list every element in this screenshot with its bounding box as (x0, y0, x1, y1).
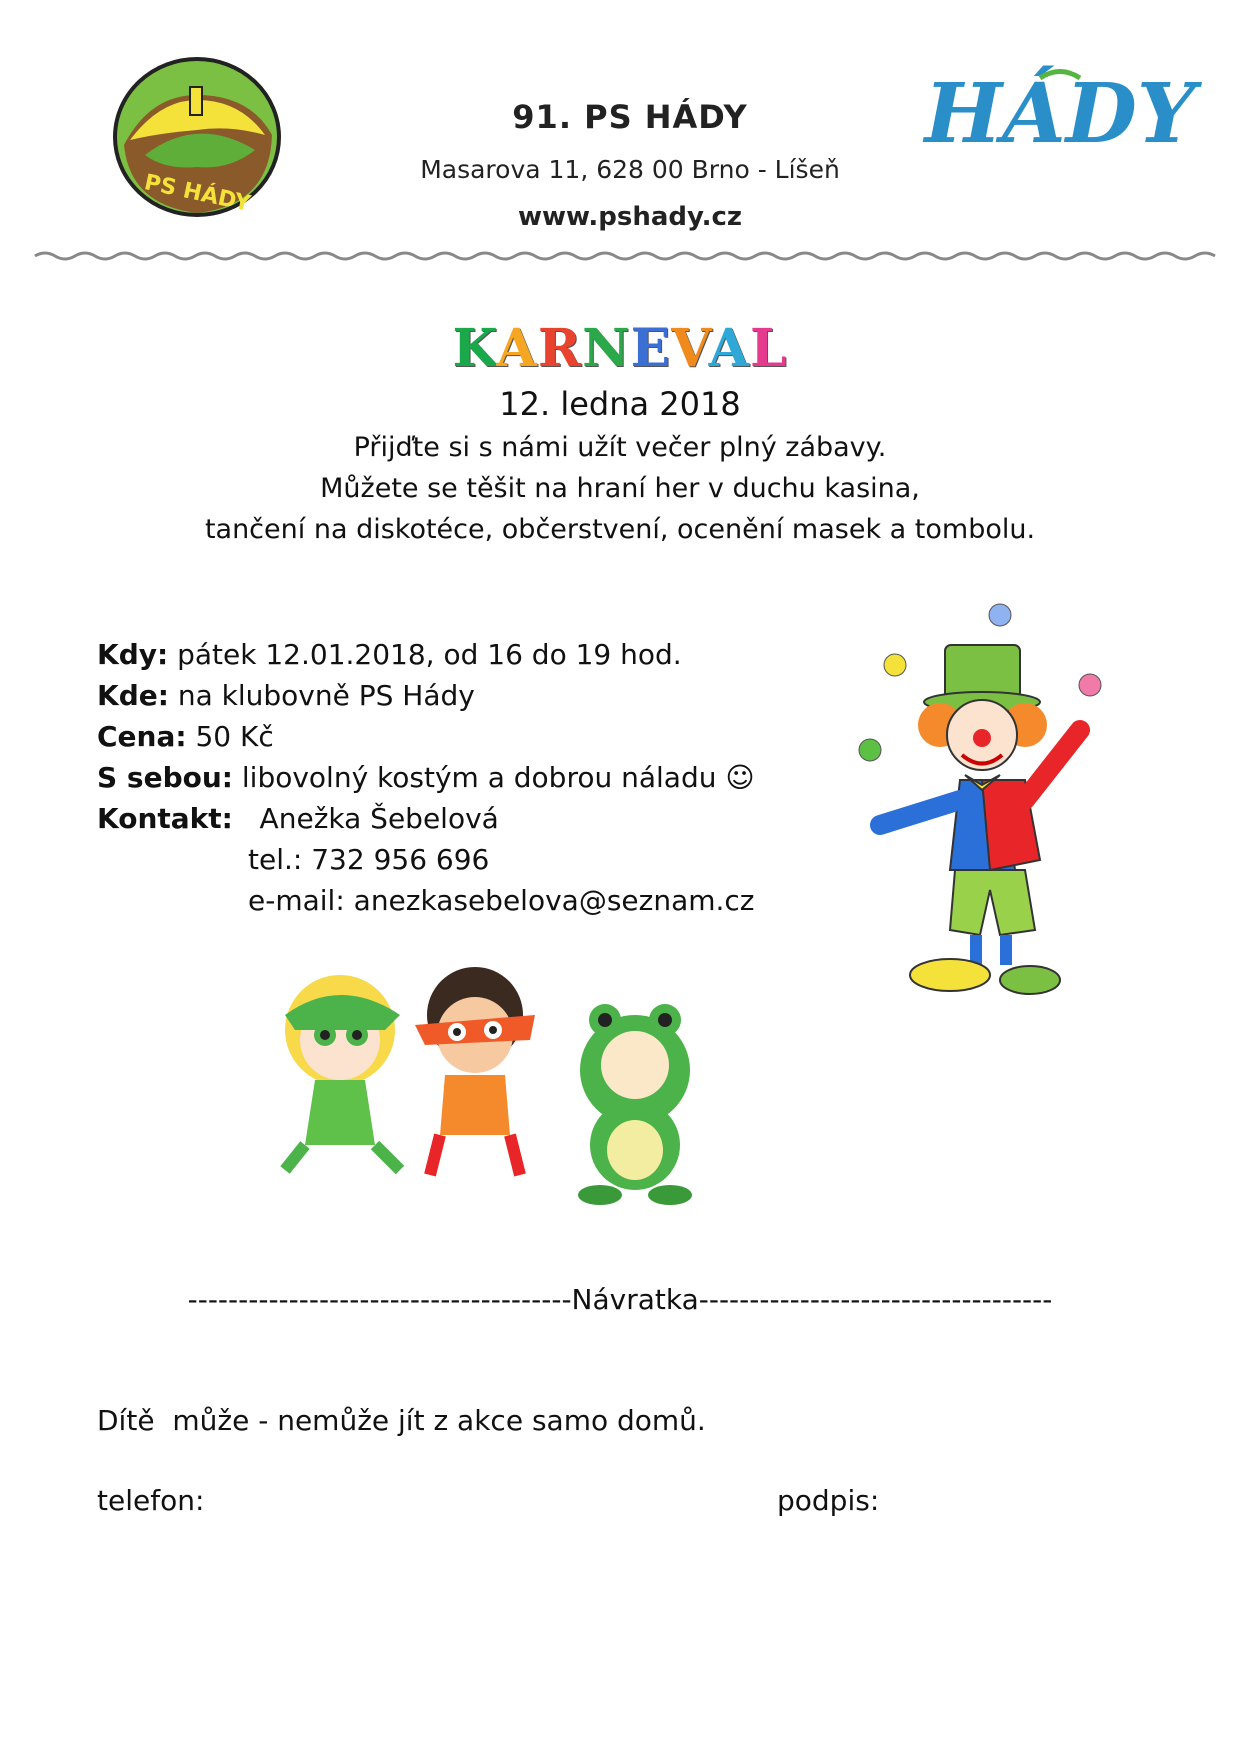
event-date: 12. ledna 2018 (499, 385, 741, 423)
svg-text:PS HÁDY: PS HÁDY (142, 170, 253, 217)
org-address: Masarova 11, 628 00 Brno - Líšeň (420, 155, 840, 184)
detail-bring (97, 761, 755, 794)
title-letter: K (452, 318, 497, 379)
phone-field-label: telefon: (97, 1484, 205, 1517)
detail-value: libovolný kostým a dobrou náladu ☺ (232, 761, 755, 794)
detail-value: na klubovně PS Hády (168, 679, 475, 712)
org-title: 91. PS HÁDY (512, 98, 748, 136)
title-letter: A (708, 318, 750, 379)
detail-label: Kdy: (97, 638, 169, 671)
ps-hady-logo (110, 55, 285, 220)
title-letter: L (749, 318, 788, 379)
detail-label: Cena: (97, 720, 187, 753)
detail-label: S sebou: (97, 761, 233, 794)
detail-price (97, 720, 274, 753)
title-letter: R (537, 318, 583, 379)
detail-value: 50 Kč (186, 720, 274, 753)
child-permission-text: Dítě může - nemůže jít z akce samo domů. (97, 1404, 706, 1437)
detail-label: Kontakt: (97, 802, 233, 835)
detail-where (97, 679, 475, 712)
signature-field-label: podpis: (777, 1484, 880, 1517)
title-letter: N (582, 318, 631, 379)
hady-brand-logo (924, 60, 1196, 170)
detail-when (97, 638, 682, 671)
detail-contact (97, 802, 499, 835)
title-letter: A (496, 318, 538, 379)
kids-costumes-illustration (265, 960, 755, 1210)
intro-line: Můžete se těšit na hraní her v duchu kasina, (320, 473, 920, 504)
svg-text:HÁDY: HÁDY (924, 66, 1196, 162)
return-slip-separator: --------------------------------------Návratka----------------------------------- (187, 1283, 1053, 1316)
intro-line: Přijďte si s námi užít večer plný zábavy. (353, 432, 887, 463)
contact-phone: tel.: 732 956 696 (248, 843, 490, 876)
contact-name: Anežka Šebelová (232, 802, 499, 835)
detail-value: pátek 12.01.2018, od 16 do 19 hod. (168, 638, 682, 671)
clown-illustration (840, 600, 1140, 1000)
title-letter: V (671, 318, 709, 379)
event-title (0, 318, 1240, 379)
contact-email: e-mail: anezkasebelova@seznam.cz (248, 884, 755, 917)
detail-label: Kde: (97, 679, 169, 712)
org-website: www.pshady.cz (517, 202, 742, 232)
intro-line: tančení na diskotéce, občerstvení, ocenění masek a tombolu. (204, 514, 1036, 545)
header-divider (35, 246, 1205, 266)
title-letter: E (630, 318, 672, 379)
